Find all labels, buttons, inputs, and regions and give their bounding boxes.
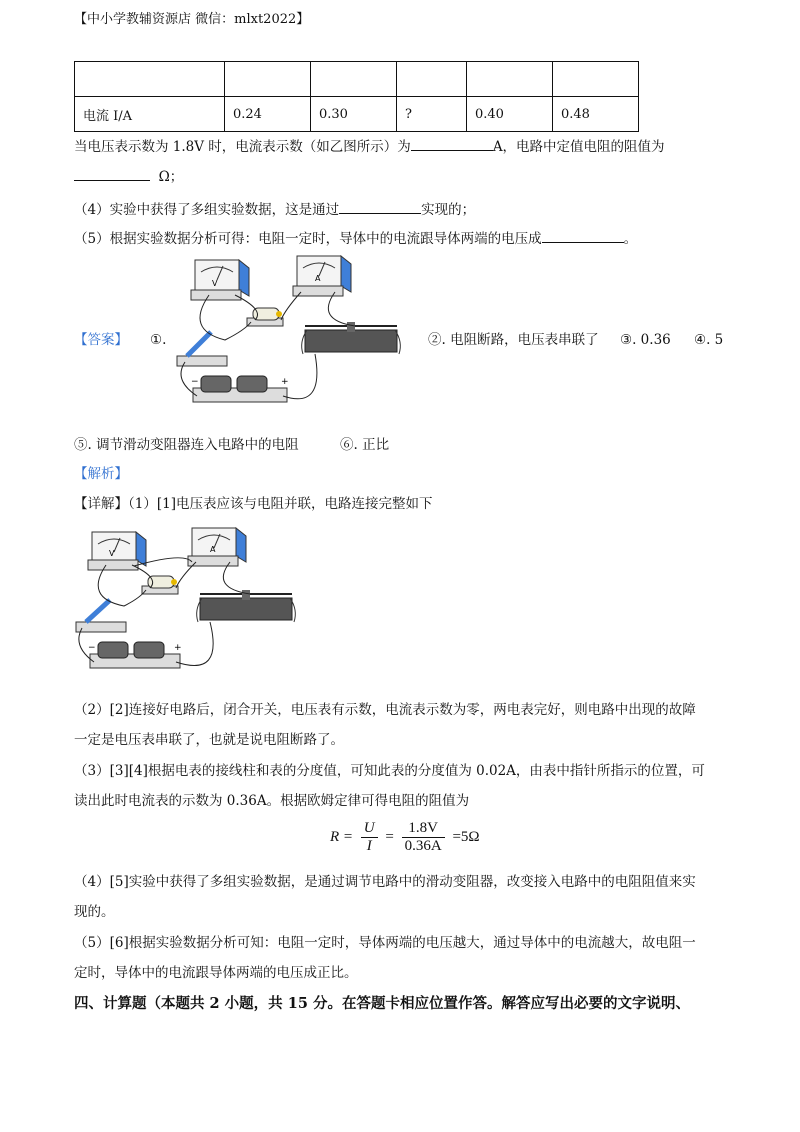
answer-3: ③. 0.36 bbox=[620, 332, 671, 348]
circuit-diagram-answer bbox=[165, 250, 405, 420]
formula-fraction-symbolic: $\frac{U}{I}$ bbox=[361, 820, 378, 855]
answer-blank bbox=[411, 136, 493, 151]
detail-paragraph-1: 【详解】（1）[1]电压表应该与电阻并联，电路连接完整如下 bbox=[74, 496, 433, 512]
ammeter-label: A bbox=[210, 545, 216, 554]
detail-paragraph-2-line1: （2）[2]连接好电路后，闭合开关，电压表有示数，电流表示数为零，两电表完好，则电路中出现的故障 bbox=[74, 702, 696, 718]
analysis-tag: 【解析】 bbox=[74, 466, 128, 482]
answer-tag: 【答案】 bbox=[74, 332, 128, 348]
detail-paragraph-5-line2: 定时，导体中的电流跟导体两端的电压成正比。 bbox=[74, 965, 358, 981]
voltmeter-label: V bbox=[109, 549, 115, 558]
switch-icon bbox=[177, 332, 227, 366]
formula-equals: = bbox=[385, 828, 394, 845]
table-cell: ? bbox=[397, 97, 467, 132]
table-cell: 0.48 bbox=[553, 97, 639, 132]
question-4: （4）实验中获得了多组实验数据，这是通过 实现的； bbox=[74, 199, 475, 220]
ohm-law-formula bbox=[330, 820, 480, 855]
rheostat-icon bbox=[302, 322, 401, 354]
table-cell: 0.24 bbox=[225, 97, 311, 132]
detail-paragraph-3-line1: （3）[3][4]根据电表的接线柱和表的分度值，可知此表的分度值为 0.02A，由表中指针所指示的位置，可 bbox=[74, 763, 705, 779]
question-3-line1: 当电压表示数为 1.8V 时，电流表示数（如乙图所示）为 A，电路中定值电阻的阻值为 bbox=[74, 136, 665, 157]
detail-paragraph-3-line2: 读出此时电流表的示数为 0.36A。根据欧姆定律可得电阻的阻值为 bbox=[74, 793, 470, 809]
question-3-line2: Ω； bbox=[74, 166, 183, 187]
detail-paragraph-5-line1: （5）[6]根据实验数据分析可知：电阻一定时，导体两端的电压越大，通过导体中的电流越大，故电阻一 bbox=[74, 935, 696, 951]
answer-2: ②. 电阻断路，电压表串联了 bbox=[428, 332, 599, 348]
detail-paragraph-2-line2: 一定是电压表串联了，也就是说电阻断路了。 bbox=[74, 732, 344, 748]
table-row bbox=[75, 97, 639, 132]
answer-blank bbox=[542, 228, 624, 243]
battery-minus: − bbox=[88, 643, 96, 653]
table-cell: 0.40 bbox=[467, 97, 553, 132]
detail-paragraph-4-line1: （4）[5]实验中获得了多组实验数据，是通过调节电路中的滑动变阻器，改变接入电路中的电阻阻值来实 bbox=[74, 874, 696, 890]
battery-icon bbox=[88, 642, 182, 668]
answer-blank bbox=[74, 166, 150, 181]
battery-plus: + bbox=[174, 643, 182, 653]
formula-result: =5Ω bbox=[452, 828, 480, 845]
table-row-label: 电流 I/A bbox=[75, 97, 225, 132]
rheostat-icon bbox=[197, 590, 296, 622]
answer-5: ⑤. 调节滑动变阻器连入电路中的电阻 bbox=[74, 437, 299, 453]
formula-fraction-numeric: $\frac{1.8V}{0.36A}$ bbox=[402, 820, 445, 855]
resistor-icon bbox=[142, 576, 178, 594]
table-cell: 0.30 bbox=[311, 97, 397, 132]
ammeter-icon bbox=[188, 528, 246, 566]
battery-icon bbox=[191, 376, 289, 402]
resistor-icon bbox=[247, 308, 283, 326]
ammeter-label: A bbox=[315, 274, 321, 283]
circuit-diagram-solution bbox=[74, 522, 314, 682]
page-header: 【中小学教辅资源店 微信：mlxt2022】 bbox=[74, 12, 310, 27]
answer-1-label: ①. bbox=[150, 332, 167, 348]
voltmeter-label: V bbox=[212, 279, 218, 288]
table-row bbox=[75, 62, 639, 97]
detail-paragraph-4-line2: 现的。 bbox=[74, 904, 115, 920]
voltmeter-icon bbox=[191, 260, 249, 300]
question-5: （5）根据实验数据分析可得：电阻一定时，导体中的电流跟导体两端的电压成 。 bbox=[74, 228, 637, 249]
ammeter-icon bbox=[293, 256, 351, 296]
data-table bbox=[74, 61, 639, 132]
answer-4: ④. 5 bbox=[694, 332, 724, 348]
battery-plus: + bbox=[281, 377, 289, 387]
answer-6: ⑥. 正比 bbox=[340, 437, 390, 453]
battery-minus: − bbox=[191, 377, 199, 387]
voltmeter-icon bbox=[88, 532, 146, 570]
section-4-heading: 四、计算题（本题共 2 小题，共 15 分。在答题卡相应位置作答。解答应写出必要的文字说明、 bbox=[74, 995, 690, 1012]
formula-lhs: R = bbox=[330, 828, 354, 845]
answer-blank bbox=[339, 199, 421, 214]
